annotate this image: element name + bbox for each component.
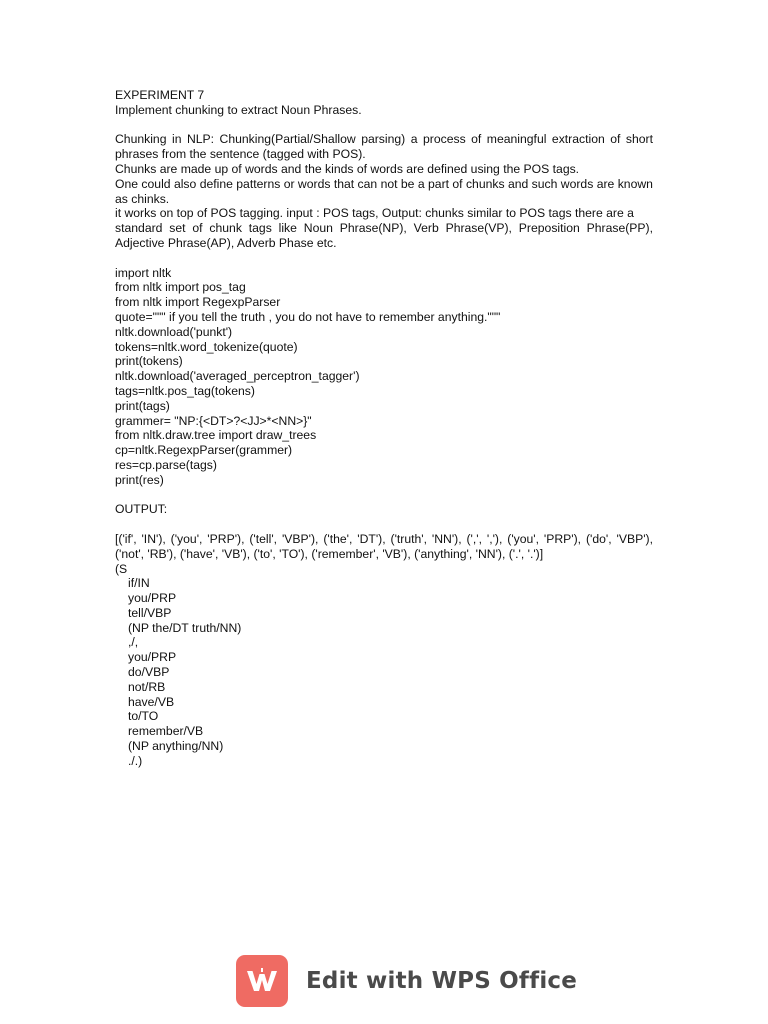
wps-banner-text[interactable]: Edit with WPS Office [306, 968, 578, 994]
output-tags: [('if', 'IN'), ('you', 'PRP'), ('tell', 'VBP'), ('the', 'DT'), ('truth', 'NN'), (',', ','), ('you', 'PRP'), ('do', 'VBP'), ('not', 'RB'), ('have', 'VB'), ('to', 'TO'), ('remember', 'VB'), ('anything', 'NN'), ('.', '.')] [115, 531, 657, 561]
code-line: cp=nltk.RegexpParser(grammer) [115, 443, 293, 458]
code-line: from nltk import RegexpParser [115, 295, 281, 310]
code-line: tags=nltk.pos_tag(tokens) [115, 383, 255, 398]
description-line: One could also define patterns or words that can not be a part of chunks and such words are known [115, 176, 653, 191]
code-line: from nltk.draw.tree import draw_trees [115, 428, 317, 443]
output-label: OUTPUT: [115, 502, 168, 517]
spacer [115, 488, 653, 503]
code-line: print(tokens) [115, 354, 183, 369]
wps-logo-icon [236, 955, 288, 1007]
code-line: print(tags) [115, 398, 170, 413]
description-line: standard set of chunk tags like Noun Phrase(NP), Verb Phrase(VP), Preposition Phrase(PP), Adjective Phrase(AP), Adverb Phase etc. [115, 221, 656, 250]
wps-edit-banner[interactable] [236, 955, 577, 1007]
tree-node: not/RB [128, 679, 166, 694]
experiment-aim: Implement chunking to extract Noun Phrases. [115, 102, 362, 117]
code-line: nltk.download('averaged_perceptron_tagger') [115, 369, 360, 384]
experiment-heading: EXPERIMENT 7 [115, 88, 205, 102]
code-line: tokens=nltk.word_tokenize(quote) [115, 339, 298, 354]
wps-w-glyph [244, 966, 280, 996]
tree-node: ./.) [128, 753, 143, 768]
description-line: it works on top of POS tagging. input : POS tags, Output: chunks similar to POS tags there are a [115, 206, 634, 221]
code-line: res=cp.parse(tags) [115, 457, 217, 472]
code-line: import nltk [115, 265, 172, 280]
tree-node: you/PRP [128, 650, 177, 665]
code-line: nltk.download('punkt') [115, 324, 233, 339]
tree-node: you/PRP [128, 591, 177, 606]
description-block [115, 132, 656, 250]
parse-tree [115, 562, 653, 769]
tree-node: have/VB [128, 694, 175, 709]
description-line: phrases from the sentence (tagged with POS). [115, 147, 366, 162]
tree-node: tell/VBP [128, 605, 172, 620]
tree-root: (S [115, 561, 128, 576]
spacer [115, 251, 653, 266]
code-line: from nltk import pos_tag [115, 280, 246, 295]
description-line: Chunks are made up of words and the kinds of words are defined using the POS tags. [115, 161, 580, 176]
code-line: grammer= "NP:{<DT>?<JJ>*<NN>}" [115, 413, 312, 428]
description-line: Chunking in NLP: Chunking(Partial/Shallow parsing) a process of meaningful extraction of short [115, 132, 653, 147]
tree-node: remember/VB [128, 724, 204, 739]
tree-node: (NP anything/NN) [128, 739, 224, 754]
code-line: quote=""" if you tell the truth , you do not have to remember anything.""" [115, 309, 501, 324]
code-line: print(res) [115, 472, 164, 487]
tree-node: do/VBP [128, 665, 170, 680]
spacer [115, 517, 653, 532]
tree-node: if/IN [128, 576, 150, 591]
tree-node: to/TO [128, 709, 159, 724]
description-line: as chinks. [115, 191, 170, 206]
tree-node: (NP the/DT truth/NN) [128, 620, 242, 635]
spacer [115, 118, 653, 133]
code-block [115, 266, 653, 488]
document-page [115, 88, 657, 769]
tree-node: ,/, [128, 635, 139, 650]
